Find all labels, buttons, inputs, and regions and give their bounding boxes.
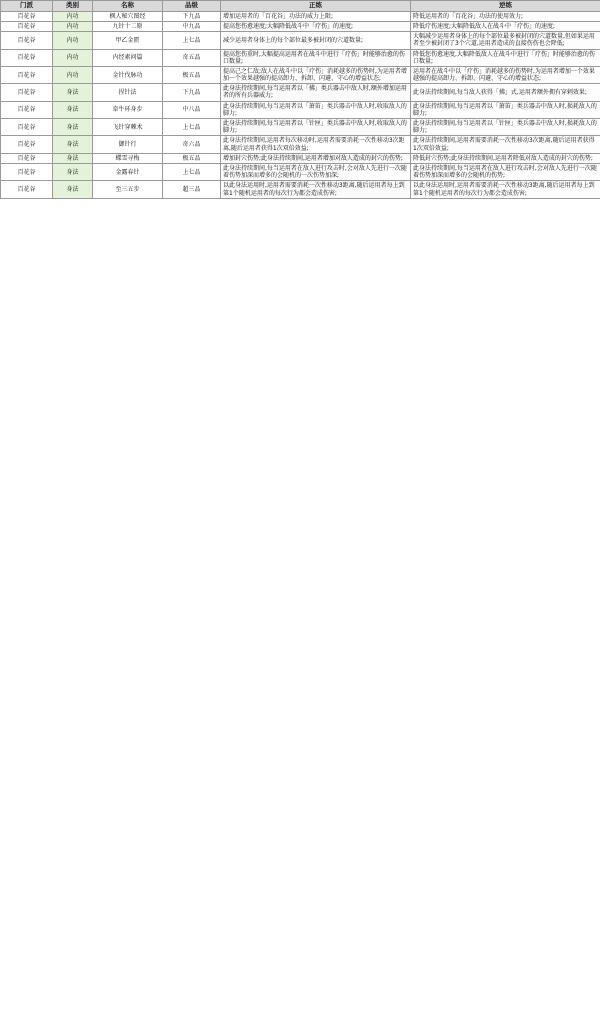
table-row (1, 21, 600, 31)
cell-name: 御针行 (93, 136, 163, 153)
table-row (1, 32, 600, 49)
cell-forward: 提高您伤重时,大幅提高运用者在战斗中进行「疗伤」时能够治愈的伤口数量; (221, 49, 411, 66)
header-type: 类别 (53, 1, 93, 12)
cell-forward: 增加封穴伤势;此身法持续期间,运用者增加对敌人造成的封穴的伤势; (221, 153, 411, 163)
cell-name: 内经素问篇 (93, 49, 163, 66)
cell-reverse: 此身法持续期间,每当运用者以「针匣」类兵器击中敌人时,损耗敌人的脚力; (411, 119, 600, 136)
cell-grade: 上七品 (163, 32, 221, 49)
cell-name: 枫人秘穴图经 (93, 11, 163, 21)
header-name: 名称 (93, 1, 163, 12)
cell-type: 身法 (53, 101, 93, 118)
cell-grade: 上七品 (163, 119, 221, 136)
cell-sect: 百花谷 (1, 119, 53, 136)
header-grade: 品级 (163, 1, 221, 12)
cell-grade: 极五品 (163, 66, 221, 83)
table-row (1, 101, 600, 118)
cell-sect: 百花谷 (1, 153, 53, 163)
table-row (1, 163, 600, 180)
table-row (1, 119, 600, 136)
cell-reverse: 运用者在战斗中以「疗伤」消耗越多的伤势时,为运用者增加一个效果越强的提高卸力、拆卸、闪避、守心的增益状态; (411, 66, 600, 83)
cell-grade: 下九品 (163, 84, 221, 101)
cell-name: 飞针穿棘术 (93, 119, 163, 136)
cell-type: 内功 (53, 32, 93, 49)
header-reverse: 逆练 (411, 1, 600, 12)
header-sect: 门派 (1, 1, 53, 12)
table-row (1, 181, 600, 198)
cell-name: 金露春针 (93, 163, 163, 180)
cell-reverse: 大幅减少运用者身体上的每个部位最多被封闭的穴道数量,但如果运用者至少被封闭了3个穴道,运用者造成的直接伤伤也会降低; (411, 32, 600, 49)
cell-forward: 提高您伤愈速度;大幅降低战斗中「疗伤」的速度; (221, 21, 411, 31)
table-row (1, 66, 600, 83)
cell-reverse: 降低您伤愈速度,大幅降低敌人在战斗中进行「疗伤」时能够治愈的伤口数量; (411, 49, 600, 66)
header-forward: 正练 (221, 1, 411, 12)
cell-sect: 百花谷 (1, 163, 53, 180)
cell-sect: 百花谷 (1, 11, 53, 21)
cell-type: 身法 (53, 136, 93, 153)
table-row (1, 136, 600, 153)
table-header-row (1, 1, 600, 12)
cell-forward: 此身法持续期间,每当运用者在敌人进行攻击时,会对敌人先进行一次随着伤势加深而增多的会随机的一次伤势加深; (221, 163, 411, 180)
cell-reverse: 此身法持续期间,每当敌人获得「拂」式,运用者额外拥有穿刺效果; (411, 84, 600, 101)
cell-name: 至三五步 (93, 181, 163, 198)
cell-type: 身法 (53, 119, 93, 136)
cell-type: 身法 (53, 153, 93, 163)
cell-reverse: 此身法持续期间,每当运用者在敌人进行攻击时,会对敌人先进行一次随着伤势加深而增多的会随机的伤势; (411, 163, 600, 180)
table-row (1, 11, 600, 21)
cell-name: 牵牛环身步 (93, 101, 163, 118)
table-row (1, 153, 600, 163)
cell-sect: 百花谷 (1, 21, 53, 31)
cell-type: 内功 (53, 11, 93, 21)
cell-sect: 百花谷 (1, 181, 53, 198)
cell-reverse: 降低封穴伤势;此身法持续期间,运用者降低对敌人造成的封穴的伤势; (411, 153, 600, 163)
cell-forward: 此身法持续期间,每当运用者以「拂」类兵器击中敌人时,额外增加运用者的所有兵器威力; (221, 84, 411, 101)
cell-type: 身法 (53, 84, 93, 101)
cell-grade: 奇五品 (163, 49, 221, 66)
cell-reverse: 以此身法运用时,运用者需要消耗一次性移动3距离,随后运用者每上到第1个随机运用者的每次行为都会造成伤害; (411, 181, 600, 198)
cell-type: 身法 (53, 181, 93, 198)
cell-sect: 百花谷 (1, 49, 53, 66)
table-row (1, 84, 600, 101)
cell-grade: 中八品 (163, 101, 221, 118)
cell-sect: 百花谷 (1, 66, 53, 83)
cell-forward: 以此身法运用时,运用者需要消耗一次性移动3距离,随后运用者每上到第1个随机运用者的每次行为都会造成伤害; (221, 181, 411, 198)
cell-grade: 奇六品 (163, 136, 221, 153)
cell-grade: 下九品 (163, 11, 221, 21)
table-body (1, 11, 600, 198)
cell-type: 内功 (53, 21, 93, 31)
table-row (1, 49, 600, 66)
cell-forward: 增加运用者的「百花谷」功法的威力上限; (221, 11, 411, 21)
cell-name: 甲乙金匮 (93, 32, 163, 49)
cell-grade: 极五品 (163, 153, 221, 163)
cell-forward: 减少运用者身体上的每个部位最多被封闭的穴道数量; (221, 32, 411, 49)
cell-reverse: 降低运用者的「百花谷」功法的使用效力; (411, 11, 600, 21)
cell-forward: 此身法持续期间,每当运用者以「箫笛」类兵器击中敌人时,收取敌人的脚力; (221, 101, 411, 118)
cell-sect: 百花谷 (1, 136, 53, 153)
skills-table (0, 0, 600, 199)
cell-name: 蝶雪寻梅 (93, 153, 163, 163)
cell-forward: 此身法持续期间,每当运用者以「针匣」类兵器击中敌人时,收取敌人的脚力; (221, 119, 411, 136)
cell-forward: 此身法持续期间,运用者每次移动时,运用者需要消耗一次性移动3次距离,随后运用者获得1次双倍效益; (221, 136, 411, 153)
cell-name: 捏针法 (93, 84, 163, 101)
cell-forward: 提高己之仁敌;敌人在战斗中以「疗伤」消耗越多的伤势时,为运用者增加一个效果越强的提高卸力、拆卸、闪避、守心的增益状态; (221, 66, 411, 83)
cell-sect: 百花谷 (1, 84, 53, 101)
cell-sect: 百花谷 (1, 32, 53, 49)
cell-reverse: 降低疗伤速度;大幅降低敌人在战斗中「疗伤」的速度; (411, 21, 600, 31)
cell-type: 内功 (53, 49, 93, 66)
cell-grade: 上七品 (163, 163, 221, 180)
cell-type: 内功 (53, 66, 93, 83)
cell-name: 金针伐脉功 (93, 66, 163, 83)
cell-reverse: 此身法持续期间,运用者需要消耗一次性移动3次距离,随后运用者获得1次双倍效益; (411, 136, 600, 153)
cell-sect: 百花谷 (1, 101, 53, 118)
cell-type: 身法 (53, 163, 93, 180)
cell-name: 九针十二原 (93, 21, 163, 31)
cell-grade: 超三品 (163, 181, 221, 198)
cell-grade: 中九品 (163, 21, 221, 31)
cell-reverse: 此身法持续期间,每当运用者以「箫笛」类兵器击中敌人时,损耗敌人的脚力; (411, 101, 600, 118)
